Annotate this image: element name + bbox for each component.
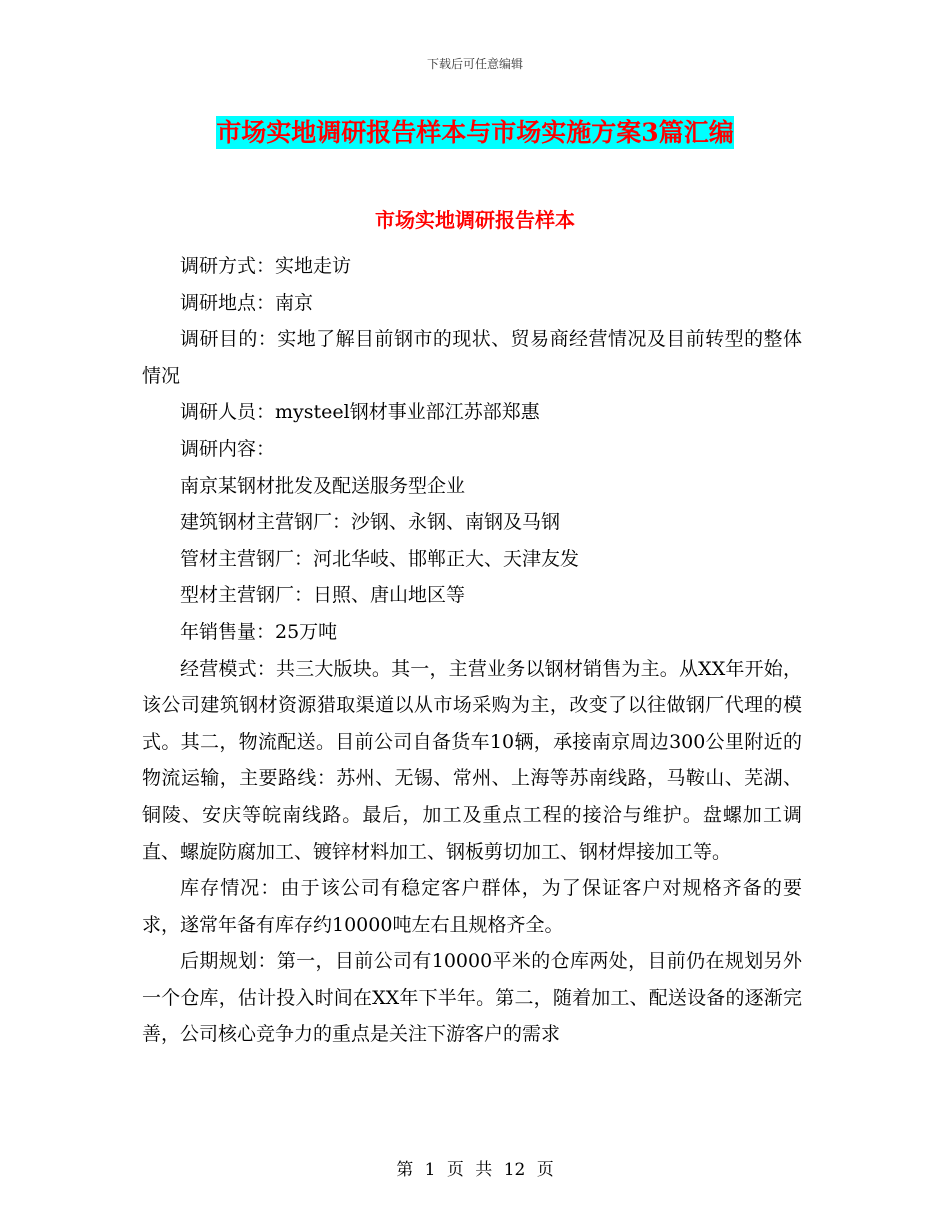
paragraph-pipe-steel: 管材主营钢厂：河北华岐、邯郸正大、天津友发 [180,547,580,570]
page-footer: 第 1 页 共 12 页 [396,1160,554,1180]
body-text [142,248,802,1053]
section-title: 市场实地调研报告样本 [375,208,575,232]
paragraph-purpose: 调研目的：实地了解目前钢市的现状、贸易商经营情况及目前转型的整体情况 [142,328,802,387]
document-title-text: 市场实地调研报告样本与市场实施方案3篇汇编 [216,118,734,147]
paragraph-annual-sales: 年销售量：25万吨 [180,620,338,643]
paragraph-business-model: 经营模式：共三大版块。其一，主营业务以钢材销售为主。从XX年开始，该公司建筑钢材资源猎取渠道以从市场采购为主，改变了以往做钢厂代理的模式。其二，物流配送。目前公司自备货车10辆，承接南京周边300公里附近的物流运输，主要路线：苏州、无锡、常州、上海等苏南线路，马鞍山、芜湖、铜陵、安庆等皖南线路。最后，加工及重点工程的接洽与维护。盘螺加工调直、螺旋防腐加工、镀锌材料加工、钢板剪切加工、钢材焊接加工等。 [142,657,802,863]
paragraph-construction-steel: 建筑钢材主营钢厂：沙钢、永钢、南钢及马钢 [180,511,561,534]
paragraph-section-steel: 型材主营钢厂：日照、唐山地区等 [180,584,466,607]
paragraph-location: 调研地点：南京 [180,291,314,314]
paragraph-inventory: 库存情况：由于该公司有稳定客户群体，为了保证客户对规格齐备的要求，遂常年备有库存约10000吨左右且规格齐全。 [142,877,802,936]
paragraph-company: 南京某钢材批发及配送服务型企业 [180,474,466,497]
paragraph-planning: 后期规划：第一，目前公司有10000平米的仓库两处，目前仍在规划另外一个仓库，估计投入时间在XX年下半年。第二，随着加工、配送设备的逐渐完善，公司核心竞争力的重点是关注下游客户的需求 [142,950,802,1046]
header-note: 下载后可任意编辑 [426,57,523,71]
document-title [0,113,950,149]
paragraph-content: 调研内容： [180,437,276,460]
paragraph-method: 调研方式：实地走访 [180,255,352,277]
paragraph-staff: 调研人员：mysteel钢材事业部江苏部郑惠 [180,401,540,424]
